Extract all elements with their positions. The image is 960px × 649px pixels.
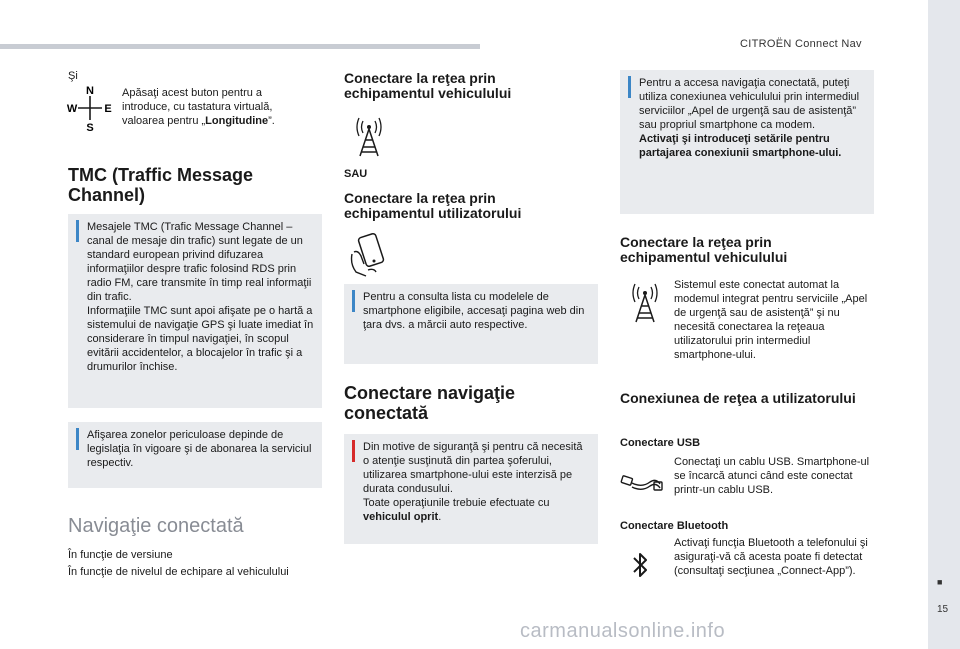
safety-warning-text: Din motive de siguranţă şi pentru că necesită o atenţie susţinută din partea şoferului, utilizarea smartphone-ului este interzisă pe durata condusului. Toate operaţiunile trebuie efectuate cu vehiculul oprit.	[363, 441, 583, 523]
user-network-heading: Conectare la reţea prin echipamentul utilizatorului	[344, 190, 522, 221]
antenna-icon	[354, 114, 384, 158]
version-note: În funcţie de versiune	[68, 549, 173, 561]
eligible-models-text: Pentru a consulta lista cu modelele de smartphone eligibile, accesaţi pagina web din ţara dvs. a mărcii auto respective.	[363, 291, 585, 331]
info-bar	[628, 76, 631, 98]
tmc-info-text: Mesajele TMC (Trafic Message Channel – canal de mesaje din trafic) sunt legate de un standard european privind difuzarea informaţiilor despre trafic folosind RDS prin radio FM, care transmite în timp real informaţii din trafic. Informaţiile TMC sunt apoi afişate pe o hartă a sistemului de navigaţie GPS şi luate imediat în considerare în timpul navigaţiei, în scopul evitării accidentelor, a blocajelor în trafic şi a drumurilor închise.	[87, 221, 314, 373]
usb-label: Conectare USB	[620, 437, 701, 449]
info-bar	[352, 290, 355, 312]
brand-label: CITROËN Connect Nav	[740, 38, 862, 50]
bluetooth-label: Conectare Bluetooth	[620, 520, 729, 532]
connect-nav-heading: Conectare navigaţie conectată	[344, 383, 516, 423]
info-bar	[76, 220, 79, 242]
svg-text:N: N	[86, 85, 94, 97]
page-side-tab	[928, 0, 960, 649]
smartphone-hand-icon	[348, 232, 390, 278]
connection-info-box	[620, 70, 874, 214]
page-number: 15	[937, 604, 949, 615]
danger-zones-text: Afişarea zonelor periculoase depinde de legislaţia în vigoare şi de abonarea la serviciul respectiv.	[87, 429, 312, 469]
vehicle-connection-heading: Conectare la reţea prin echipamentul vehiculului	[620, 234, 788, 265]
header-rule	[0, 44, 480, 49]
connected-nav-heading: Navigaţie conectată	[68, 515, 244, 537]
tmc-info-box	[68, 214, 322, 408]
danger-zones-box	[68, 422, 322, 488]
eligible-models-box	[344, 284, 598, 364]
warning-bar	[352, 440, 355, 462]
info-bar	[76, 428, 79, 450]
vehicle-network-heading: Conectare la reţea prin echipamentul vehiculului	[344, 70, 512, 101]
bluetooth-icon	[630, 549, 650, 581]
tmc-heading: TMC (Traffic Message Channel)	[68, 165, 254, 205]
bluetooth-text: Activaţi funcţia Bluetooth a telefonului şi asiguraţi-vă că acesta poate fi detectat (consultaţi secţiunea „Connect-App”).	[674, 537, 868, 577]
usb-text: Conectaţi un cablu USB. Smartphone-ul se încarcă atunci când este conectat printr-un cablu USB.	[674, 456, 870, 496]
antenna-icon	[630, 280, 660, 324]
longitude-instruction: Apăsaţi acest buton pentru a introduce, cu tastatura virtuală, valoarea pentru „Longitudine”.	[122, 87, 275, 127]
safety-warning-box	[344, 434, 598, 544]
vehicle-connection-text: Sistemul este conectat automat la modemul integrat pentru serviciile „Apel de urgenţă sau de asistenţă” şi nu necesită conectarea la reţeaua utilizatorului prin intermediul smartphone-ului.	[674, 279, 868, 361]
connection-info-text: Pentru a accesa navigaţia conectată, puteţi utiliza conexiunea vehiculului prin intermediul serviciilor „Apel de urgenţă sau de asistenţă” sau propriul smartphone ca modem. Activaţi şi introduceţi setările pentru partajarea conexiunii smartphone-ului.	[639, 77, 860, 159]
svg-text:S: S	[86, 122, 94, 134]
watermark: carmanualsonline.info	[520, 620, 726, 642]
and-label: Şi	[68, 70, 78, 82]
usb-cable-icon	[620, 468, 664, 498]
equipment-note: În funcţie de nivelul de echipare al vehiculului	[68, 566, 289, 578]
svg-text:E: E	[104, 103, 112, 115]
compass-icon	[68, 84, 112, 132]
svg-text:W: W	[66, 103, 78, 115]
continue-marker: ■	[937, 577, 943, 587]
user-connection-heading: Conexiunea de reţea a utilizatorului	[620, 390, 856, 406]
or-label: SAU	[344, 168, 368, 180]
